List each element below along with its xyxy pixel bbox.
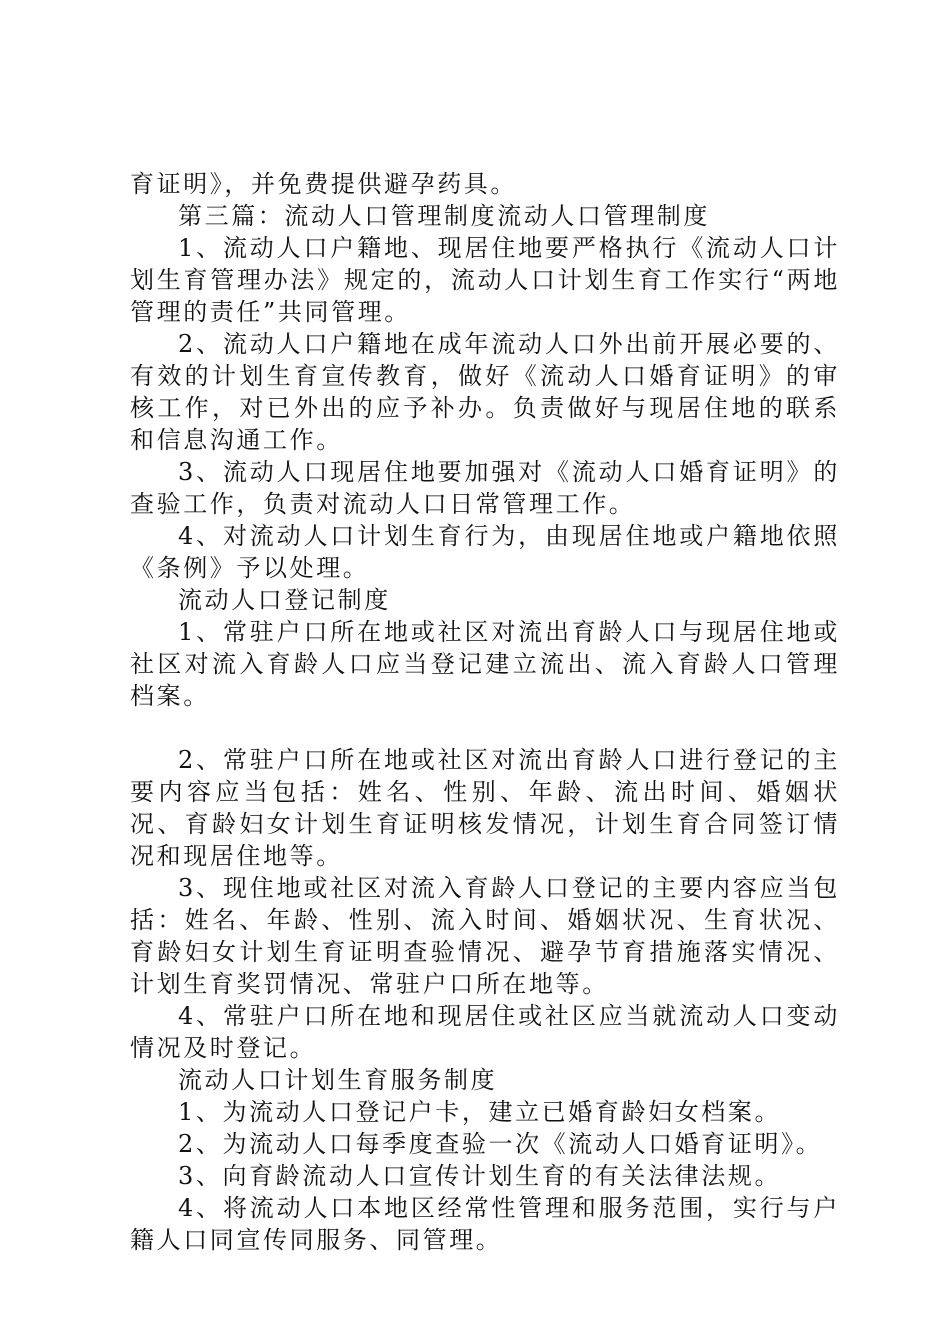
section-heading-registration: 流动人口登记制度 — [178, 586, 391, 614]
section-heading-services: 流动人口计划生育服务制度 — [178, 1066, 498, 1094]
document-body — [130, 168, 840, 1256]
paragraph-service-4: 4、将流动人口本地区经常性管理和服务范围，实行与户籍人口同宣传同服务、同管理。 — [130, 1194, 840, 1254]
paragraph-service-1: 1、为流动人口登记户卡，建立已婚育龄妇女档案。 — [178, 1098, 782, 1126]
paragraph-registration-3: 3、现住地或社区对流入育龄人口登记的主要内容应当包括：姓名、年龄、性别、流入时间、婚姻状况、生育状况、育龄妇女计划生育证明查验情况、避孕节育措施落实情况、计划生育奖罚情况、常驻户口所在地等。 — [130, 874, 840, 998]
paragraph-service-3: 3、向育龄流动人口宣传计划生育的有关法律法规。 — [178, 1162, 782, 1190]
paragraph-continuation: 育证明》，并免费提供避孕药具。 — [130, 170, 517, 198]
paragraph-item-4: 4、对流动人口计划生育行为，由现居住地或户籍地依照《条例》予以处理。 — [130, 522, 840, 582]
section-heading-part-three: 第三篇：流动人口管理制度流动人口管理制度 — [178, 202, 710, 230]
paragraph-item-1: 1、流动人口户籍地、现居住地要严格执行《流动人口计划生育管理办法》规定的，流动人口计划生育工作实行“两地管理的责任”共同管理。 — [130, 234, 840, 326]
paragraph-registration-1: 1、常驻户口所在地或社区对流出育龄人口与现居住地或社区对流入育龄人口应当登记建立流出、流入育龄人口管理档案。 — [130, 618, 840, 710]
paragraph-registration-4: 4、常驻户口所在地和现居住或社区应当就流动人口变动情况及时登记。 — [130, 1002, 840, 1062]
paragraph-item-2: 2、流动人口户籍地在成年流动人口外出前开展必要的、有效的计划生育宣传教育，做好《流动人口婚育证明》的审核工作，对已外出的应予补办。负责做好与现居住地的联系和信息沟通工作。 — [130, 330, 840, 454]
blank-line — [130, 712, 840, 744]
paragraph-registration-2: 2、常驻户口所在地或社区对流出育龄人口进行登记的主要内容应当包括：姓名、性别、年龄、流出时间、婚姻状况、育龄妇女计划生育证明核发情况，计划生育合同签订情况和现居住地等。 — [130, 746, 840, 870]
paragraph-item-3: 3、流动人口现居住地要加强对《流动人口婚育证明》的查验工作，负责对流动人口日常管理工作。 — [130, 458, 840, 518]
paragraph-service-2: 2、为流动人口每季度查验一次《流动人口婚育证明》。 — [178, 1130, 823, 1158]
